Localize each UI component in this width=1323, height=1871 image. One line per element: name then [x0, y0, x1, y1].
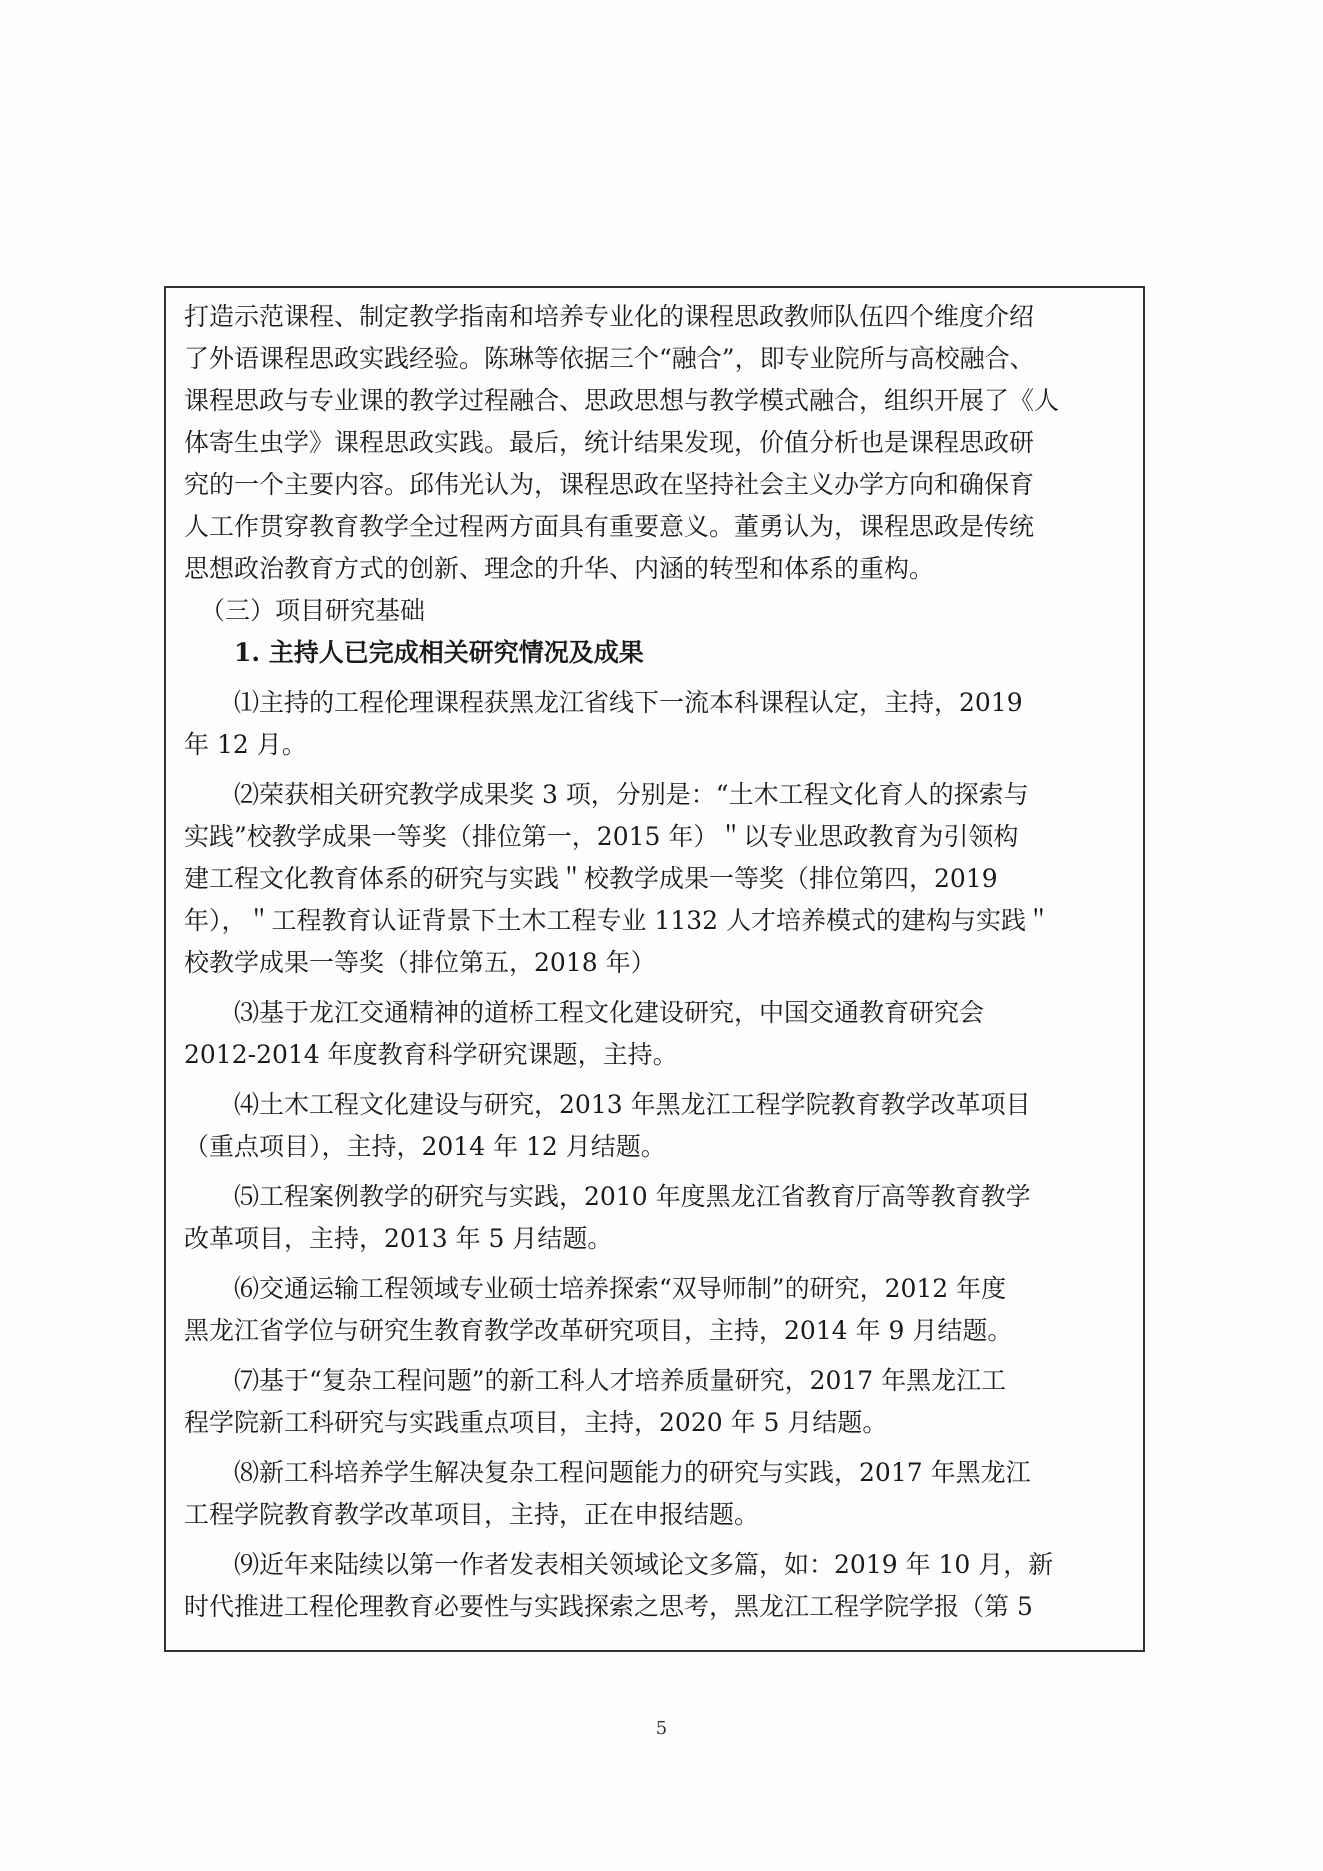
text-line: ⑼近年来陆续以第一作者发表相关领域论文多篇，如：2019 年 10 月，新	[234, 1550, 1054, 1579]
text-line: ⑺基于“复杂工程问题”的新工科人才培养质量研究，2017 年黑龙江工	[234, 1366, 1007, 1395]
list-item	[184, 1084, 1125, 1168]
list-item	[184, 774, 1125, 984]
text-line: 建工程文化教育体系的研究与实践＂校教学成果一等奖（排位第四，2019	[184, 864, 998, 893]
list-item	[184, 1360, 1125, 1444]
page-number: 5	[655, 1718, 668, 1739]
text-line: 年），＂工程教育认证背景下土木工程专业 1132 人才培养模式的建构与实践＂	[184, 906, 1052, 935]
text-line: 人工作贯穿教育教学全过程两方面具有重要意义。董勇认为，课程思政是传统	[184, 512, 1035, 541]
section-heading: （三）项目研究基础	[200, 596, 426, 625]
list-item	[184, 1544, 1125, 1628]
text-line: 体寄生虫学》课程思政实践。最后，统计结果发现，价值分析也是课程思政研	[184, 428, 1035, 457]
text-line: ⑶基于龙江交通精神的道桥工程文化建设研究，中国交通教育研究会	[234, 998, 985, 1027]
content-frame	[164, 286, 1145, 1652]
text-line: 工程学院教育教学改革项目，主持，正在申报结题。	[184, 1500, 760, 1529]
text-line: ⑵荣获相关研究教学成果奖 3 项，分别是：“土木工程文化育人的探索与	[234, 780, 1029, 809]
text-line: 2012-2014 年度教育科学研究课题，主持。	[184, 1040, 678, 1069]
text-line: 程学院新工科研究与实践重点项目，主持，2020 年 5 月结题。	[184, 1408, 888, 1437]
list-item	[184, 1452, 1125, 1536]
text-line: 了外语课程思政实践经验。陈琳等依据三个“融合”，即专业院所与高校融合、	[184, 344, 1035, 373]
text-line: ⑸工程案例教学的研究与实践，2010 年度黑龙江省教育厅高等教育教学	[234, 1182, 1031, 1211]
intro-paragraph	[184, 296, 1125, 590]
text-line: 黑龙江省学位与研究生教育教学改革研究项目，主持，2014 年 9 月结题。	[184, 1316, 1013, 1345]
text-line: （重点项目），主持，2014 年 12 月结题。	[184, 1132, 666, 1161]
text-line: 思想政治教育方式的创新、理念的升华、内涵的转型和体系的重构。	[184, 554, 935, 583]
list-item	[184, 992, 1125, 1076]
list-item	[184, 1176, 1125, 1260]
text-line: 年 12 月。	[184, 730, 307, 759]
subsection-heading: 1. 主持人已完成相关研究情况及成果	[234, 638, 644, 667]
text-line: ⑻新工科培养学生解决复杂工程问题能力的研究与实践，2017 年黑龙江	[234, 1458, 1031, 1487]
text-line: ⑷土木工程文化建设与研究，2013 年黑龙江工程学院教育教学改革项目	[234, 1090, 1031, 1119]
text-line: 时代推进工程伦理教育必要性与实践探索之思考，黑龙江工程学院学报（第 5	[184, 1592, 1033, 1621]
text-line: ⑴主持的工程伦理课程获黑龙江省线下一流本科课程认定，主持，2019	[234, 688, 1023, 717]
list-item	[184, 1268, 1125, 1352]
text-line: 改革项目，主持，2013 年 5 月结题。	[184, 1224, 613, 1253]
text-line: 实践”校教学成果一等奖（排位第一，2015 年）＂以专业思政教育为引领构	[184, 822, 1019, 851]
list-item	[184, 682, 1125, 766]
text-line: 课程思政与专业课的教学过程融合、思政思想与教学模式融合，组织开展了《人	[184, 386, 1060, 415]
text-line: 究的一个主要内容。邱伟光认为，课程思政在坚持社会主义办学方向和确保育	[184, 470, 1035, 499]
text-line: 打造示范课程、制定教学指南和培养专业化的课程思政教师队伍四个维度介绍	[184, 302, 1035, 331]
text-line: ⑹交通运输工程领域专业硕士培养探索“双导师制”的研究，2012 年度	[234, 1274, 1007, 1303]
text-line: 校教学成果一等奖（排位第五，2018 年）	[184, 948, 656, 977]
